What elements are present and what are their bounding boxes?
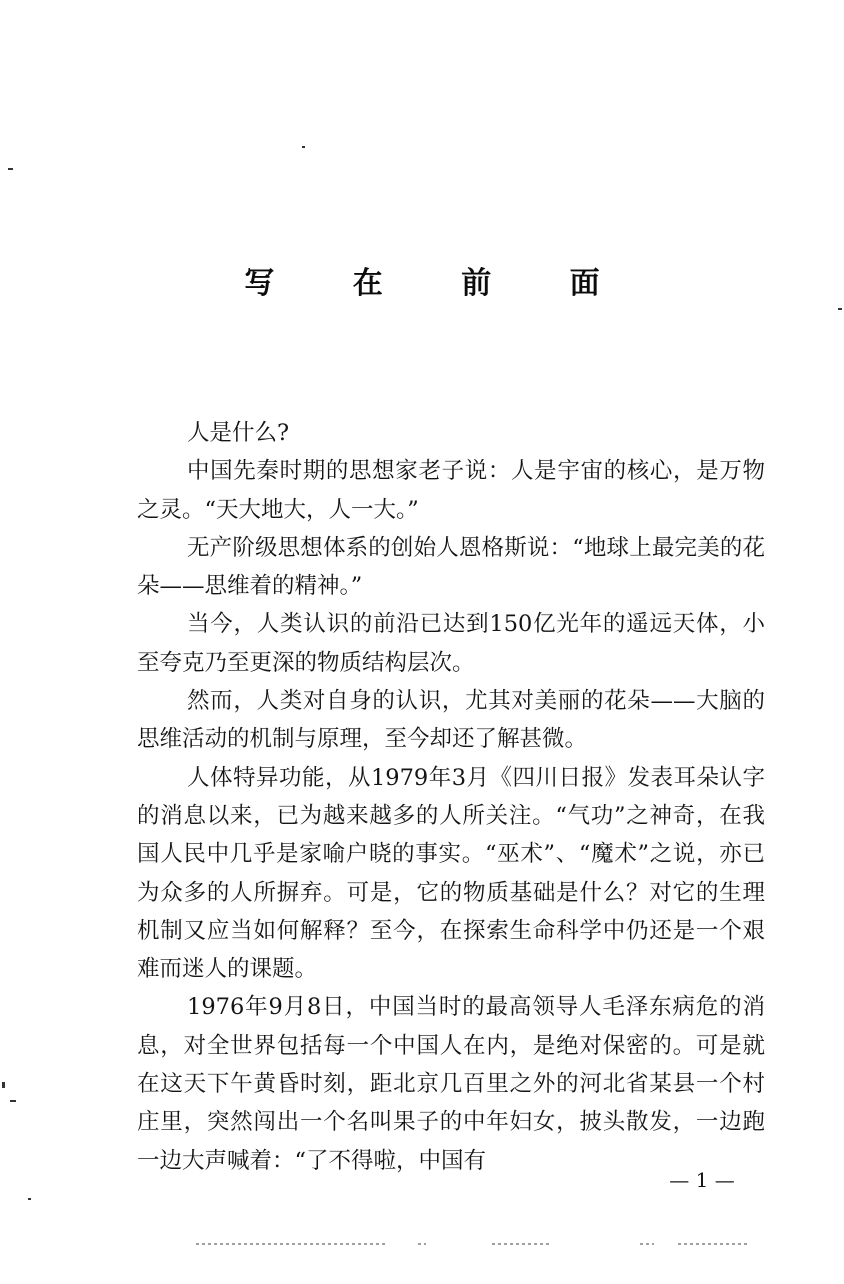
page-number: — 1 —: [669, 1168, 735, 1192]
body-text: [137, 414, 765, 1180]
page-title: 写 在 前 面: [244, 266, 634, 301]
paragraph: 中国先秦时期的思想家老子说：人是宇宙的核心，是万物之灵。“天大地大，人一大。”: [137, 458, 765, 523]
paragraph: 无产阶级思想体系的创始人恩格斯说：“地球上最完美的花朵——思维着的精神。”: [137, 534, 765, 600]
scan-speck: [838, 308, 842, 310]
scan-speck: [8, 168, 13, 170]
scan-line: [640, 1243, 654, 1245]
scan-line: [196, 1243, 386, 1245]
scan-speck: [28, 1198, 31, 1200]
paragraph: 人体特异功能，从1979年3月《四川日报》发表耳朵认字的消息以来，已为越来越多的人所关注。“气功”之神奇，在我国人民中几乎是家喻户晓的事实。“巫术”、“魔术”之说，亦已为众多的人所摒弃。可是，它的物质基础是什么？对它的生理机制又应当如何解释？至今，在探索生命科学中仍还是一个艰难而迷人的课题。: [137, 764, 765, 983]
paragraph: 然而，人类对自身的认识，尤其对美丽的花朵——大脑的思维活动的机制与原理，至今却还了解甚微。: [137, 688, 765, 753]
scan-line: [492, 1243, 552, 1245]
scan-speck: [10, 1100, 16, 1102]
paragraph: 当今，人类认识的前沿已达到150亿光年的遥远天体，小至夸克乃至更深的物质结构层次。: [137, 611, 765, 676]
scan-speck: [302, 146, 305, 148]
paragraph: 人是什么?: [187, 420, 290, 446]
scan-speck: [2, 1082, 5, 1088]
scan-line: [678, 1243, 750, 1245]
paragraph: 1976年9月8日，中国当时的最高领导人毛泽东病危的消息，对全世界包括每一个中国人在内，是绝对保密的。可是就在这天下午黄昏时刻，距北京几百里之外的河北省某县一个村庄里，突然闯出一个名叫果子的中年妇女，披头散发，一边跑一边大声喊着：“了不得啦，中国有: [137, 994, 765, 1174]
scan-line: [418, 1243, 426, 1245]
